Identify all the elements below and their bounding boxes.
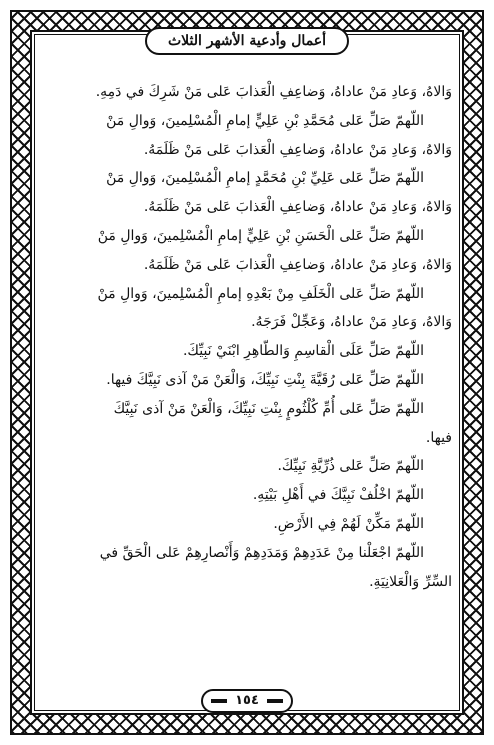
text-line: اللّهمّ صَلِّ عَلَى الْقاسِمِ وَالطّاهِرِ ابْنَيْ نَبِيِّكَ. <box>182 343 424 360</box>
text-line: وَالاهُ، وَعادِ مَنْ عاداهُ، وَضاعِفِ الْعَذابَ عَلى مَنْ ظَلَمَهُ. <box>143 256 452 273</box>
text-line: اللّهمّ صَلِّ عَلى الْحَسَنِ بْنِ عَلِيٍّ إمامِ الْمُسْلِمينَ، وَوالِ مَنْ <box>97 227 424 244</box>
prayer-text <box>44 78 452 596</box>
text-line: السِّرِّ وَالْعَلانِيَةِ. <box>369 573 452 590</box>
text-line: اللّهمّ اخْلُفْ نَبِيَّكَ في أَهْلِ بَيْتِهِ. <box>252 487 424 504</box>
text-line: وَالاهُ، وَعادِ مَنْ عاداهُ، وَضاعِفِ الْعَذابَ عَلى مَنْ ظَلَمَهُ. <box>143 141 452 158</box>
text-line: اللّهمّ مَكِّنْ لَهُمْ فِي الأَرْضِ. <box>273 515 424 532</box>
text-line: وَالاهُ، وَعادِ مَنْ عاداهُ، وَضاعِفِ الْعَذابَ عَلى مَنْ شَرِكَ في دَمِهِ. <box>95 84 452 100</box>
text-line: اللّهمّ صَلِّ عَلى ذُرِّيَّةِ نَبِيِّكَ. <box>277 458 424 475</box>
text-line: فيها. <box>425 429 452 446</box>
text-line: اللّهمّ اجْعَلْنا مِنْ عَدَدِهِمْ وَمَدَدِهِمْ وَأَنْصارِهِمْ عَلى الْحَقِّ في <box>99 544 424 561</box>
text-line: اللّهمّ صَلِّ عَلى الْخَلَفِ مِنْ بَعْدِهِ إمامِ الْمُسْلِمينَ، وَوالِ مَنْ <box>97 285 424 302</box>
text-line: اللّهمّ صَلِّ عَلى عَلِيِّ بْنِ مُحَمَّدٍ إمامِ الْمُسْلِمينَ، وَوالِ مَنْ <box>106 170 424 187</box>
text-line: اللّهمّ صَلِّ عَلى أُمِّ كُلْثُومٍ بِنْتِ نَبِيِّكَ، وَالْعَنْ مَنْ آذى نَبِيَّكَ <box>113 400 424 417</box>
page-title: أعمال وأدعية الأشهر الثلاث <box>145 27 349 55</box>
text-line: اللّهمّ صَلِّ عَلى مُحَمَّدِ بْنِ عَلِيٍّ إمامِ الْمُسْلِمينَ، وَوالِ مَنْ <box>106 112 424 129</box>
text-line: وَالاهُ، وَعادِ مَنْ عاداهُ، وَعَجِّلْ فَرَجَهُ. <box>251 314 452 331</box>
text-line: وَالاهُ، وَعادِ مَنْ عاداهُ، وَضاعِفِ الْعَذابَ عَلى مَنْ ظَلَمَهُ. <box>143 199 452 216</box>
text-line: اللّهمّ صَلِّ عَلى رُقَيَّةَ بِنْتِ نَبِيِّكَ، وَالْعَنْ مَنْ آذى نَبِيَّكَ فيها. <box>106 371 424 388</box>
page-number: ١٥٤ <box>201 689 293 713</box>
